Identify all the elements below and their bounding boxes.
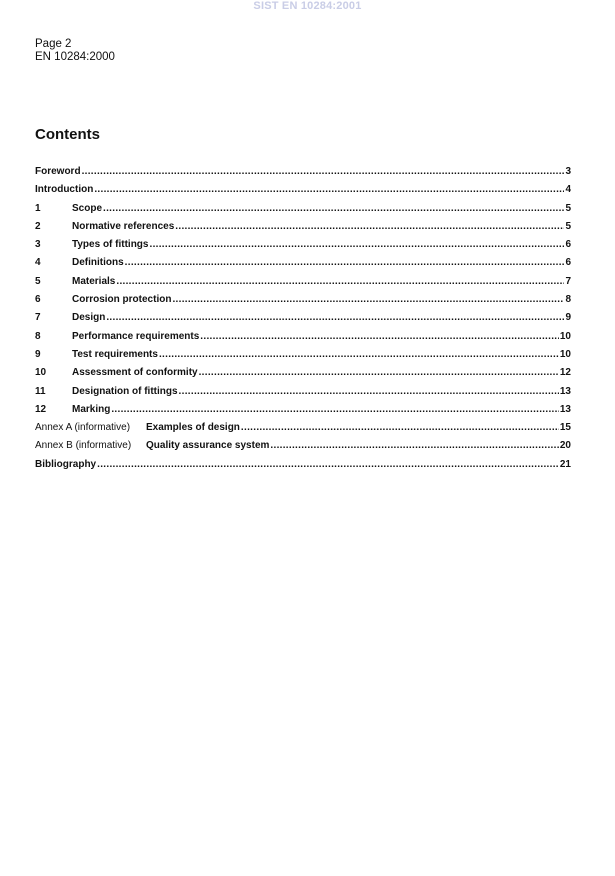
- toc-entry-bibliography[interactable]: [35, 459, 571, 477]
- toc-leader: [270, 440, 558, 451]
- page-header: [35, 38, 115, 64]
- toc-page: 5: [565, 202, 571, 214]
- toc-number: 12: [35, 403, 47, 415]
- toc-page: 21: [559, 458, 571, 470]
- toc-page: 3: [565, 166, 571, 177]
- toc-title: Scope: [72, 202, 103, 214]
- toc-page: 15: [559, 422, 571, 434]
- toc-title: Design: [72, 312, 106, 324]
- toc-leader: [111, 404, 559, 415]
- toc-leader: [172, 294, 564, 305]
- toc-leader: [175, 221, 564, 232]
- toc-entry-materials[interactable]: [35, 276, 571, 294]
- toc-entry-definitions[interactable]: [35, 257, 571, 275]
- toc-page: 6: [565, 239, 571, 251]
- toc-entry-introduction[interactable]: [35, 184, 571, 202]
- toc-entry-annex-b[interactable]: [35, 440, 571, 458]
- toc-title: Examples of design: [146, 422, 240, 434]
- toc-leader: [149, 239, 564, 250]
- toc-page: 13: [559, 403, 571, 415]
- toc-page: 13: [559, 385, 571, 397]
- toc-page: 20: [559, 440, 571, 452]
- toc-number: 2: [35, 220, 41, 232]
- toc-page: 4: [565, 184, 571, 196]
- toc-page: 9: [565, 312, 571, 324]
- toc-leader: [106, 312, 564, 323]
- toc-leader: [125, 257, 565, 268]
- toc-number: 11: [35, 385, 46, 397]
- toc-title: Definitions: [72, 257, 124, 269]
- toc-page: 7: [565, 275, 571, 287]
- toc-number: 9: [35, 348, 41, 360]
- toc-page: 6: [565, 257, 571, 269]
- toc-entry-normative-references[interactable]: [35, 221, 571, 239]
- toc-leader: [116, 276, 564, 287]
- toc-title: Test requirements: [72, 348, 158, 360]
- toc-title: Corrosion protection: [72, 294, 172, 306]
- toc-leader: [199, 367, 559, 378]
- contents-title: Contents: [35, 126, 100, 143]
- watermark: SIST EN 10284:2001: [253, 0, 362, 12]
- toc-number: 4: [35, 257, 41, 269]
- toc-title: Types of fittings: [72, 239, 149, 251]
- table-of-contents: [35, 166, 571, 477]
- toc-number: 7: [35, 312, 41, 324]
- toc-leader: [241, 422, 559, 433]
- toc-title: Normative references: [72, 220, 175, 232]
- toc-number: 1: [35, 202, 41, 214]
- toc-leader: [159, 349, 559, 360]
- toc-entry-types-of-fittings[interactable]: [35, 239, 571, 257]
- toc-title: Materials: [72, 275, 116, 287]
- toc-title: Assessment of conformity: [72, 367, 198, 379]
- toc-title: Introduction: [35, 184, 94, 196]
- toc-page: 10: [559, 348, 571, 360]
- toc-number: 10: [35, 367, 47, 379]
- toc-leader: [179, 386, 559, 397]
- toc-title: Foreword: [35, 166, 81, 177]
- toc-entry-design[interactable]: [35, 312, 571, 330]
- toc-title: Designation of fittings: [72, 385, 178, 397]
- toc-title: Performance requirements: [72, 330, 200, 342]
- toc-leader: [200, 331, 559, 342]
- toc-number: 6: [35, 294, 41, 306]
- standard-id: EN 10284:2000: [35, 51, 115, 63]
- toc-number: 3: [35, 239, 41, 251]
- toc-number: 5: [35, 275, 41, 287]
- toc-entry-performance-requirements[interactable]: [35, 331, 571, 349]
- toc-number: 8: [35, 330, 41, 342]
- annex-label: Annex B (informative): [35, 440, 132, 452]
- toc-entry-foreword[interactable]: [35, 166, 571, 184]
- toc-entry-corrosion-protection[interactable]: [35, 294, 571, 312]
- toc-title: Quality assurance system: [146, 440, 270, 452]
- toc-entry-assessment-of-conformity[interactable]: [35, 367, 571, 385]
- toc-entry-marking[interactable]: [35, 404, 571, 422]
- toc-entry-designation-of-fittings[interactable]: [35, 386, 571, 404]
- toc-entry-scope[interactable]: [35, 203, 571, 221]
- toc-page: 5: [565, 220, 571, 232]
- toc-title: Marking: [72, 403, 111, 415]
- annex-label: Annex A (informative): [35, 422, 131, 434]
- toc-leader: [94, 184, 564, 195]
- page-number: Page 2: [35, 38, 72, 50]
- toc-leader: [82, 166, 565, 177]
- toc-page: 8: [565, 294, 571, 306]
- toc-leader: [103, 203, 564, 214]
- toc-page: 10: [559, 330, 571, 342]
- toc-title: Bibliography: [35, 458, 97, 470]
- toc-leader: [97, 459, 559, 470]
- toc-entry-test-requirements[interactable]: [35, 349, 571, 367]
- toc-page: 12: [559, 367, 571, 379]
- toc-entry-annex-a[interactable]: [35, 422, 571, 440]
